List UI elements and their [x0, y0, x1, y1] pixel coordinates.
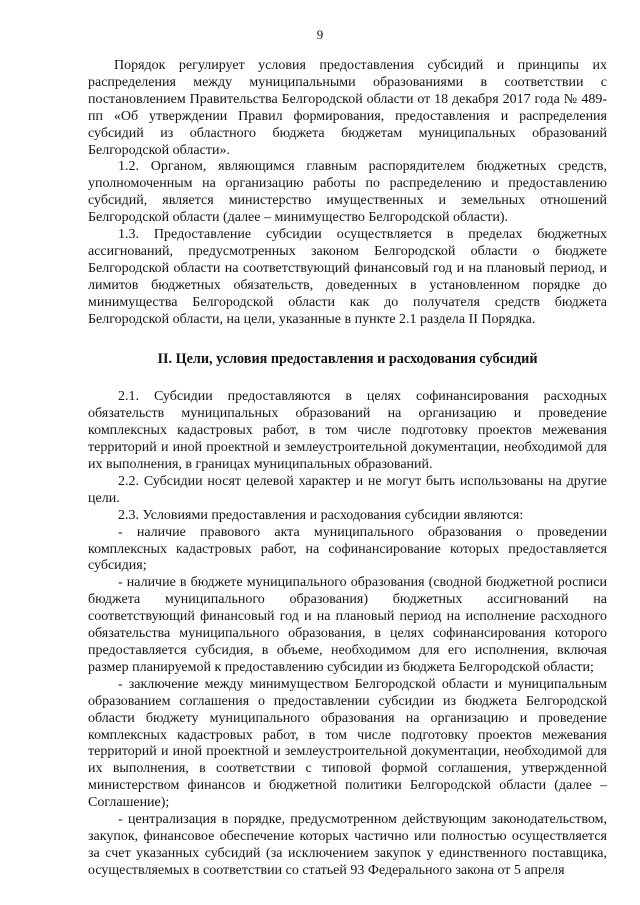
- condition-budget-allocations: - наличие в бюджете муниципального образования (сводной бюджетной росписи бюджета муниципального образования) бюджетных ассигнований на соответствующий финансовый год и на плановый период на исполнение расходного обязательства муниципального образования, в целях софинансирования которого предоставляется субсидия, в объеме, необходимом для его исполнения, включая размер планируемой к предоставлению субсидии из бюджета Белгородской области;: [88, 575, 607, 675]
- page-number: 9: [316, 27, 324, 42]
- paragraph-1-3: 1.3. Предоставление субсидии осуществляется в пределах бюджетных ассигнований, предусмотренных законом Белгородской области о бюджете Белгородской области на соответствующий финансовый год и на плановый период, и лимитов бюджетных обязательств, доведенных в установленном порядке до минимущества Белгородской области как до получателя средств бюджета Белгородской области, на цели, указанные в пункте 2.1 раздела II Порядка.: [88, 227, 607, 327]
- paragraph-2-3: 2.3. Условиями предоставления и расходования субсидии являются:: [118, 507, 524, 523]
- document-body: [88, 58, 607, 880]
- condition-agreement: - заключение между минимуществом Белгородской области и муниципальным образованием соглашения о предоставлении субсидии из бюджета Белгородской области бюджету муниципального образования на организацию и проведение комплексных кадастровых работ, в том числе подготовку проектов межевания территорий и иной проектной и землеустроительной документации, необходимой для их выполнения, в соответствии с типовой формой соглашения, утвержденной министерством финансов и бюджетной политики Белгородской области (далее – Соглашение);: [88, 676, 607, 811]
- paragraph-order-scope: Порядок регулирует условия предоставления субсидий и принципы их распределения между муниципальными образованиями в соответствии с постановлением Правительства Белгородской области от 18 декабря 2017 года № 489-пп «Об утверждении Правил формирования, предоставления и распределения субсидий из областного бюджета бюджетам муниципальных образований Белгородской области».: [88, 58, 607, 158]
- condition-legal-act: - наличие правового акта муниципального образования о проведении комплексных кадастровых работ, на софинансирование которых предоставляется субсидия;: [88, 524, 607, 574]
- condition-centralization: - централизация в порядке, предусмотренном действующим законодательством, закупок, финансовое обеспечение которых частично или полностью осуществляется за счет указанных субсидий (за исключением закупок у единственного поставщика, осуществляемых в соответствии со статьей 93 Федерального закона от 5 апреля: [88, 812, 607, 878]
- paragraph-2-1: 2.1. Субсидии предоставляются в целях софинансирования расходных обязательств муниципальных образований на организацию и проведение комплексных кадастровых работ, в том числе подготовку проектов межевания территорий и иной проектной и землеустроительной документации, необходимой для их выполнения, в границах муниципальных образований.: [88, 389, 607, 473]
- paragraph-1-2: 1.2. Органом, являющимся главным распорядителем бюджетных средств, уполномоченным на организацию работы по распределению и предоставлению субсидий, является министерство имущественных и земельных отношений Белгородской области (далее – минимущество Белгородской области).: [88, 159, 607, 226]
- paragraph-2-2: 2.2. Субсидии носят целевой характер и не могут быть использованы на другие цели.: [88, 473, 607, 506]
- section-heading: II. Цели, условия предоставления и расходования субсидий: [157, 350, 538, 367]
